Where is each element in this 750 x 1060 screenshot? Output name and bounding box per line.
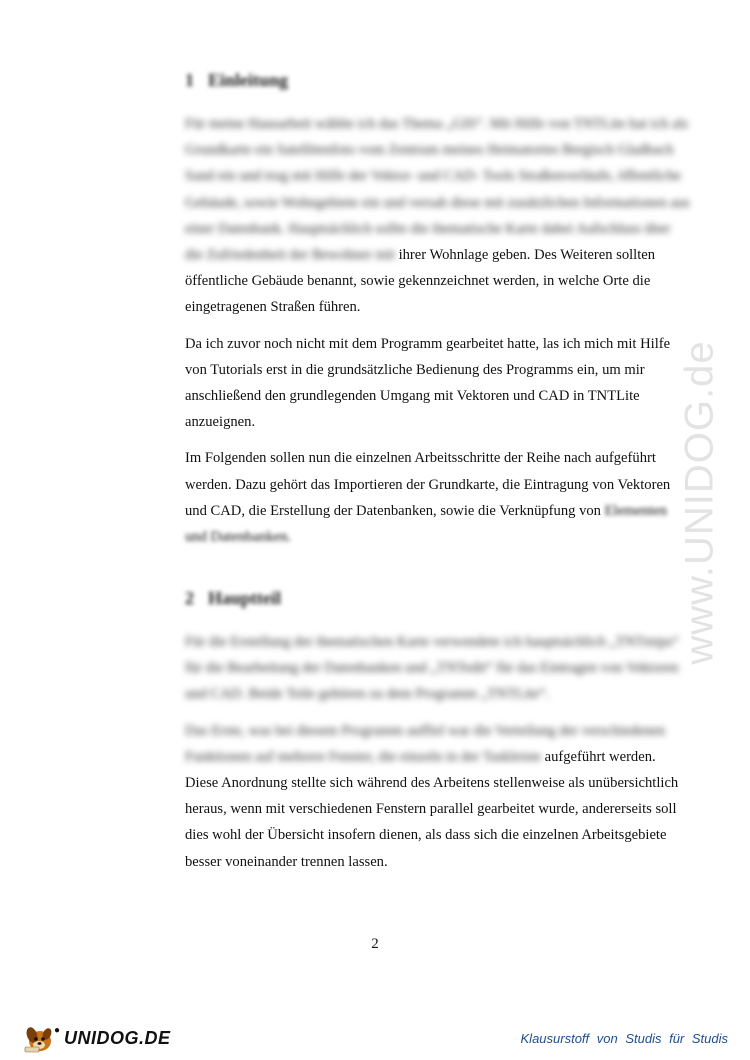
tagline: Klausurstoff von Studis für Studis [520, 1031, 728, 1046]
section-main [185, 588, 690, 885]
paragraph-text: ihrer Wohnlage geben. Des Weiteren sollten öffentliche Gebäude benannt, sowie gekennzeichnet werden, in welche Orte die eingetragenen Straßen führen. [185, 247, 656, 316]
section-heading [185, 70, 690, 91]
section-introduction [185, 70, 690, 560]
paragraph [185, 718, 690, 875]
page-number: 2 [371, 936, 379, 952]
section-number: 2 [185, 588, 194, 608]
document-page: www.UNIDOG.de 1 Einleitung Für meine Hausarbeit wählte ich das Thema „GIS“. Mit Hilfe von TNTLite hat ich als Grundkarte ein Satellitenfoto vom Zentrum meines Heimatortes Bergisch Gladbach Sand ein und trug mit Hilfe der Vektor- und CAD- Tools Straßenverläufe, öffentliche Gebäude, sowie Wohngebiete ein und versah diese mit zusätzlichen Informationen aus einer Datenbank. Hauptsächlich sollte die thematische Karte dabei Aufschluss über die Zufriedenheit der Bewohner mit ihrer Wohnlage geben. Des Weiteren sollten öffentliche Gebäude benannt, sowie gekennzeichnet werden, in welche Orte die eingetragenen Straßen führen. Da ich zuvor noch nicht mit dem Programm gearbeitet hatte, las ich mich mit Hilfe von Tutorials erst in die grundsätzliche Bedienung des Programms ein, um mir anschließend den grundlegenden Umgang mit Vektoren und CAD in TNTLite anzueignen. Im Folgenden sollen nun die einzelnen Arbeitsschritte der Reihe nach aufgeführt werden. Dazu gehört das Importieren der Grundkarte, die Eintragung von Vektoren und CAD, die Erstellung der Datenbanken, sowie die Verknüpfung von Elementen und Datenbanken. 2 Hauptteil Für die Erstellung der thematischen Karte verwendete ich hauptsächlich „TNTmips“ für die Bearbeitung der Datenbanken und „TNTedit“ für das Eintragen von Vektoren und CAD. Beide Teile gehören zu dem Programm „TNTLite“. Das Erste, was bei diesem Programm auffiel war die Verteilung der verschiedenen Funktionen auf mehrere Fenster, die einzeln in der Taskleiste aufgeführt werden. Diese Anordnung stellte sich während des Arbeitens stellenweise als unübersichtlich heraus, wenn mit verschiedenen Fenstern parallel gearbeitet wurde, andererseits soll dies wohl der Übersicht insofern dienen, als dass sich die einzelnen Arbeitsgebiete besser voneinander trennen lassen. 2 ● UNIDOG.DE Klausurstoff von Studis für Studis [0, 0, 750, 1060]
paragraph: Für die Erstellung der thematischen Karte verwendete ich hauptsächlich „TNTmips“ für die Bearbeitung der Datenbanken und „TNTedit“ für das Eintragen von Vektoren und CAD. Beide Teile gehören zu dem Programm „TNTLite“. [185, 634, 679, 703]
section-title: Hauptteil [208, 588, 282, 608]
blurred-text: Das Erste, was bei diesem Programm auffiel war die Verteilung der verschiedenen Funktionen auf mehrere Fenster, die einzeln in der Taskleiste [185, 722, 666, 765]
dog-icon [22, 1021, 56, 1055]
section-number: 1 [185, 70, 194, 90]
unidog-logo[interactable] [22, 1021, 171, 1055]
blurred-text: Für meine Hausarbeit wählte ich das Thema „GIS“. Mit Hilfe von TNTLite hat ich als Grundkarte ein Satellitenfoto vom Zentrum meines Heimatortes Bergisch Gladbach Sand ein und trug mit Hilfe der Vektor- und CAD- Tools Straßenverläufe, öffentliche Gebäude, sowie Wohngebiete ein und versah diese mit zusätzlichen Informationen aus einer Datenbank. Hauptsächlich sollte die thematische Karte dabei Aufschluss über die Zufriedenheit der Bewohner mit [185, 116, 690, 264]
paragraph [185, 445, 690, 550]
section-title: Einleitung [208, 70, 289, 90]
paragraph [185, 111, 690, 321]
logo-text: UNIDOG.DE [64, 1027, 171, 1048]
paw-icon: ● [54, 1024, 61, 1036]
paragraph: Da ich zuvor noch nicht mit dem Programm gearbeitet hatte, las ich mich mit Hilfe von Tutorials erst in die grundsätzliche Bedienung des Programms ein, um mir anschließend den grundlegenden Umgang mit Vektoren und CAD in TNTLite anzueignen. [185, 335, 671, 431]
footer [0, 1015, 750, 1060]
paragraph-text: Im Folgenden sollen nun die einzelnen Arbeitsschritte der Reihe nach aufgeführt werden. Dazu gehört das Importieren der Grundkarte, die Eintragung von Vektoren und CAD, die Erstellung der Datenbanken, sowie die Verknüpfung von [185, 450, 671, 519]
blurred-text: Elementen und Datenbanken. [185, 502, 668, 546]
paragraph-text: aufgeführt werden. Diese Anordnung stellte sich während des Arbeitens stellenweise als unübersichtlich heraus, wenn mit verschiedenen Fenstern parallel gearbeitet wurde, andererseits soll dies wohl der Übersicht insofern dienen, als dass sich die einzelnen Arbeitsgebiete besser voneinander trennen lassen. [185, 748, 679, 870]
section-heading [185, 588, 690, 609]
